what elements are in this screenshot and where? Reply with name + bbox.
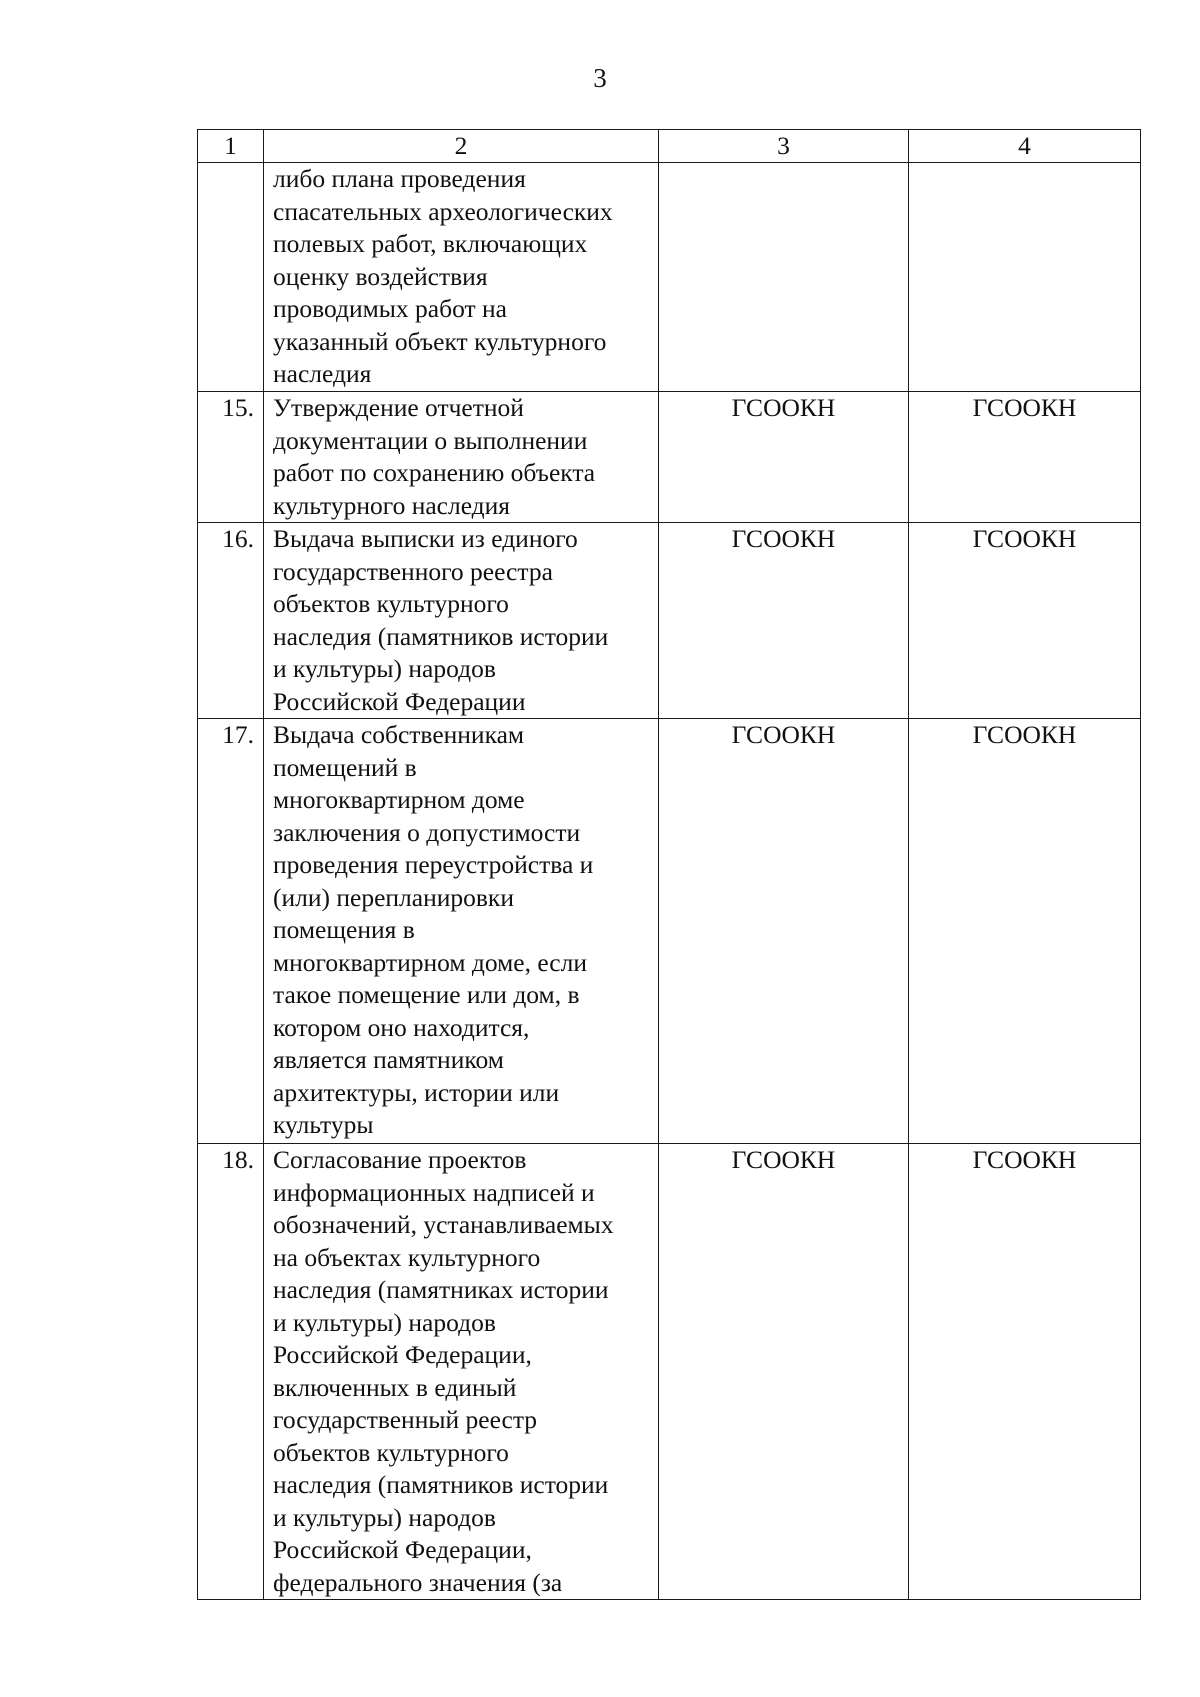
row-authority-col4: ГСООКН (909, 523, 1141, 719)
column-header-4: 4 (909, 130, 1141, 163)
table-row (198, 523, 1141, 719)
column-header-1: 1 (198, 130, 264, 163)
row-description: Согласование проектов информационных надписей и обозначений, устанавливаемых на объектах культурного наследия (памятниках истории и культуры) народов Российской Федерации, включенных в единый государственный реестр объектов культурного наследия (памятников истории и культуры) народов Российской Федерации, федерального значения (за (264, 1144, 659, 1600)
table-header-row (198, 130, 1141, 163)
row-number: 15. (198, 392, 264, 523)
row-description: Выдача собственникам помещений в многоквартирном доме заключения о допустимости проведения переустройства и (или) перепланировки помещения в многоквартирном доме, если такое помещение или дом, в котором оно находится, является памятником архитектуры, истории или культуры (264, 719, 659, 1144)
authority-table (197, 129, 1141, 1600)
table-row (198, 1144, 1141, 1600)
row-authority-col3: ГСООКН (659, 523, 909, 719)
row-authority-col4: ГСООКН (909, 392, 1141, 523)
page-number: 3 (593, 63, 607, 93)
table-row (198, 719, 1141, 1144)
row-number: 18. (198, 1144, 264, 1600)
row-number: 17. (198, 719, 264, 1144)
column-header-2: 2 (264, 130, 659, 163)
row-authority-col3: ГСООКН (659, 392, 909, 523)
row-description: Утверждение отчетной документации о выполнении работ по сохранению объекта культурного наследия (264, 392, 659, 523)
row-description: Выдача выписки из единого государственного реестра объектов культурного наследия (памятников истории и культуры) народов Российской Федерации (264, 523, 659, 719)
row-authority-col3: ГСООКН (659, 719, 909, 1144)
row-authority-col3 (659, 163, 909, 392)
column-header-3: 3 (659, 130, 909, 163)
row-authority-col4 (909, 163, 1141, 392)
table-row (198, 163, 1141, 392)
row-authority-col3: ГСООКН (659, 1144, 909, 1600)
row-number: 16. (198, 523, 264, 719)
row-number (198, 163, 264, 392)
row-description: либо плана проведения спасательных археологических полевых работ, включающих оценку воздействия проводимых работ на указанный объект культурного наследия (264, 163, 659, 392)
row-authority-col4: ГСООКН (909, 719, 1141, 1144)
row-authority-col4: ГСООКН (909, 1144, 1141, 1600)
table-row (198, 392, 1141, 523)
